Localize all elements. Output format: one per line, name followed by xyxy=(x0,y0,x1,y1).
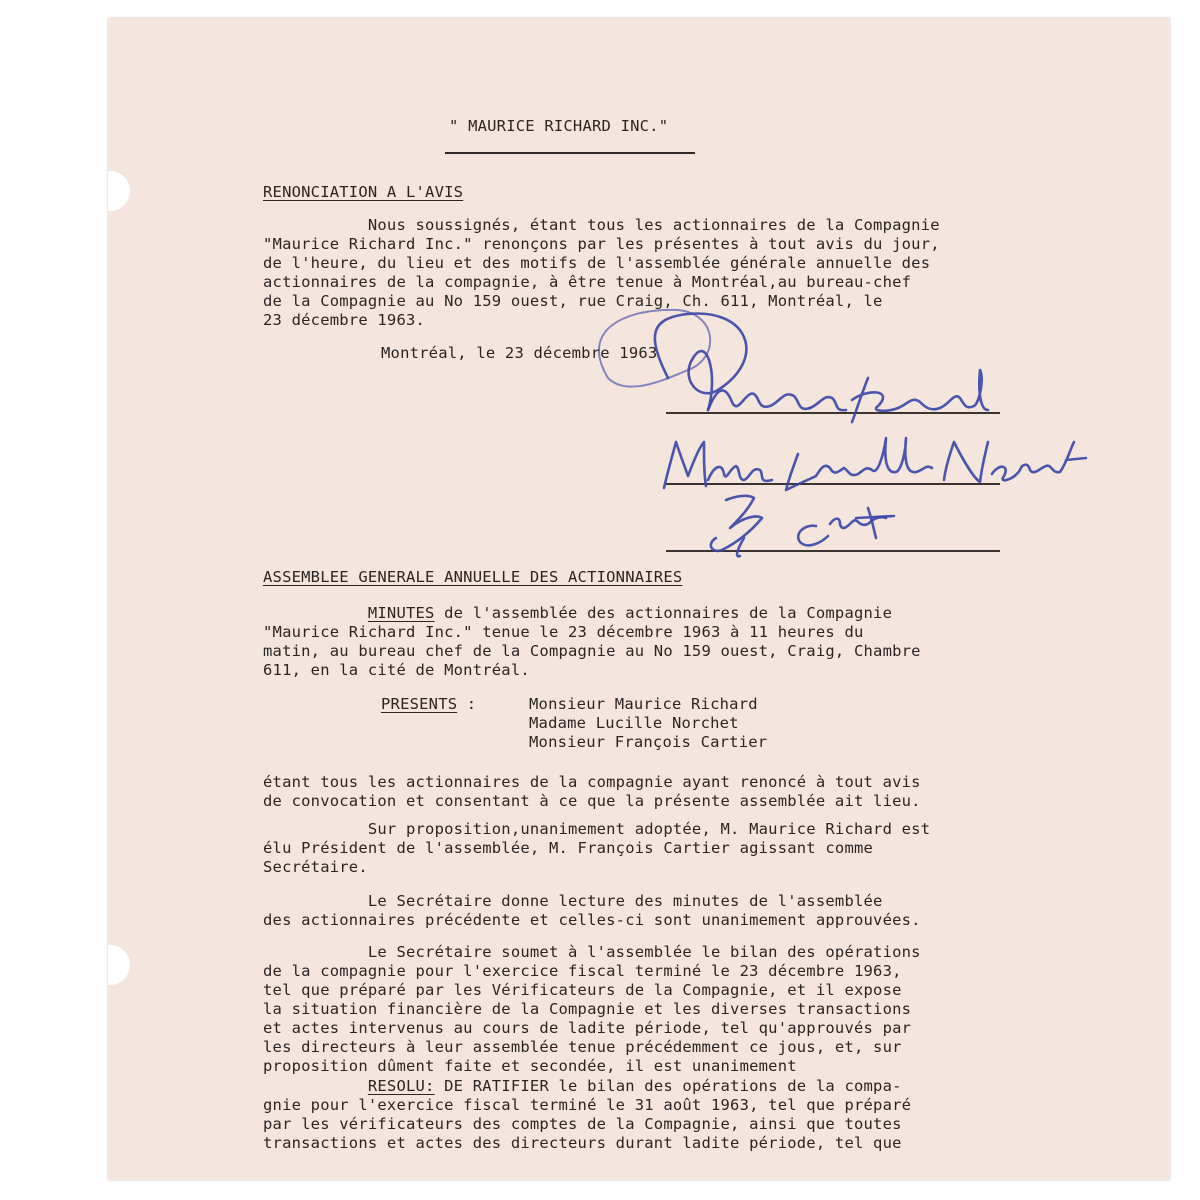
document-title: " MAURICE RICHARD INC." xyxy=(449,117,669,135)
paragraph-line: gnie pour l'exercice fiscal terminé le 31 août 1963, tel que préparé xyxy=(263,1096,912,1114)
minutes-label: MINUTES xyxy=(367,604,435,622)
paragraph-line: la situation financière de la Compagnie et les diverses transactions xyxy=(263,1000,912,1018)
signature-flourish xyxy=(599,310,710,387)
paragraph-line xyxy=(263,1077,911,1096)
paragraph-line: étant tous les actionnaires de la compagnie ayant renoncé à tout avis xyxy=(263,773,921,791)
paragraph-line: Secrétaire. xyxy=(263,858,368,876)
paragraph-line: actionnaires de la compagnie, à être tenue à Montréal,au bureau-chef xyxy=(263,273,912,291)
paragraph-line: par les vérificateurs des comptes de la Compagnie, ainsi que toutes xyxy=(263,1115,902,1133)
resolu-first-line: DE RATIFIER le bilan des opérations de la compa- xyxy=(434,1077,902,1095)
document-page xyxy=(108,18,1170,1180)
report-paragraph xyxy=(263,943,921,1076)
paragraph-line: de la compagnie pour l'exercice fiscal terminé le 23 décembre 1963, xyxy=(263,962,902,980)
resolu-label: RESOLU: xyxy=(367,1077,435,1095)
reading-paragraph xyxy=(263,892,921,930)
president-paragraph xyxy=(263,820,930,877)
paragraph-line: de la Compagnie au No 159 ouest, rue Craig, Ch. 611, Montréal, le xyxy=(263,292,883,310)
presents-colon: : xyxy=(457,695,477,713)
signature-maurice-richard xyxy=(655,314,988,422)
paragraph-line: élu Président de l'assemblée, M. François Cartier agissant comme xyxy=(263,839,874,857)
paragraph-line: de l'heure, du lieu et des motifs de l'assemblée générale annuelle des xyxy=(263,254,931,272)
paragraph-line xyxy=(263,604,921,623)
paragraph-line: les directeurs à leur assemblée tenue précédemment ce jous, et, sur xyxy=(263,1038,902,1056)
paragraph-line: proposition dûment faite et secondée, il est unanimement xyxy=(263,1057,797,1075)
present-item: Madame Lucille Norchet xyxy=(529,714,739,732)
paragraph-line: "Maurice Richard Inc." renonçons par les présentes à tout avis du jour, xyxy=(263,235,940,253)
place-date: Montréal, le 23 décembre 1963 xyxy=(381,344,658,362)
paragraph-line: 23 décembre 1963. xyxy=(263,311,426,329)
signature-f-cartier xyxy=(711,496,894,556)
resolution-paragraph xyxy=(263,1077,911,1153)
presents-label: PRESENTS xyxy=(381,695,458,713)
paragraph-line: "Maurice Richard Inc." tenue le 23 décembre 1963 à 11 heures du xyxy=(263,623,864,641)
paragraph-line: et actes intervenus au cours de ladite période, tel qu'approuvés par xyxy=(263,1019,912,1037)
paragraph-line: de convocation et consentant à ce que la présente assemblée ait lieu. xyxy=(263,792,921,810)
paragraph-line: tel que préparé par les Vérificateurs de la Compagnie, et il expose xyxy=(263,981,902,999)
paragraph-line: transactions et actes des directeurs durant ladite période, tel que xyxy=(263,1134,902,1152)
paragraph-line: 611, en la cité de Montréal. xyxy=(263,661,530,679)
paragraph-line: Nous soussignés, étant tous les actionnaires de la Compagnie xyxy=(263,216,940,234)
minutes-first-line: de l'assemblée des actionnaires de la Compagnie xyxy=(434,604,893,622)
presents-label-row xyxy=(381,695,476,714)
paragraph-line: Sur proposition,unanimement adoptée, M. Maurice Richard est xyxy=(263,820,931,838)
signature-lucille-norchet xyxy=(664,438,1086,490)
minutes-paragraph xyxy=(263,604,921,680)
presents-list xyxy=(529,695,767,752)
assembly-heading: ASSEMBLEE GENERALE ANNUELLE DES ACTIONNAIRES xyxy=(263,568,683,586)
shareholders-paragraph xyxy=(263,773,921,811)
present-item: Monsieur Maurice Richard xyxy=(529,695,758,713)
paragraph-line: Le Secrétaire donne lecture des minutes de l'assemblée xyxy=(263,892,883,910)
paragraph-line: des actionnaires précédente et celles-ci sont unanimement approuvées. xyxy=(263,911,921,929)
present-item: Monsieur François Cartier xyxy=(529,733,768,751)
paragraph-line: matin, au bureau chef de la Compagnie au No 159 ouest, Craig, Chambre xyxy=(263,642,921,660)
waiver-heading: RENONCIATION A L'AVIS xyxy=(263,183,464,201)
paragraph-line: Le Secrétaire soumet à l'assemblée le bilan des opérations xyxy=(263,943,921,961)
